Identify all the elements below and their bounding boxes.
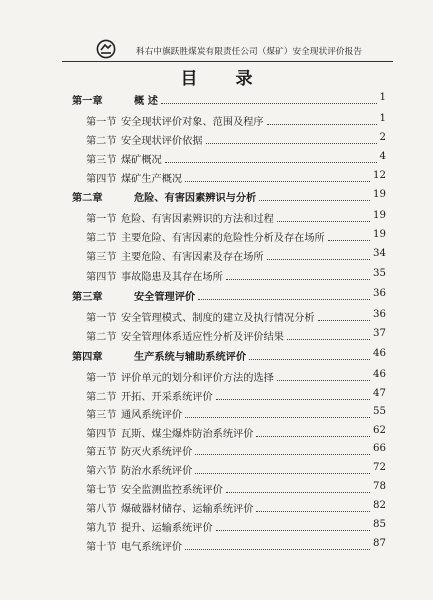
- toc-entry-title: 通风系统评价: [121, 410, 183, 421]
- toc-leader-dots: [256, 436, 370, 437]
- toc-page-number: 85: [373, 519, 386, 530]
- toc-section-row: [0, 481, 433, 499]
- toc-entry-label: 第三节: [86, 155, 117, 166]
- toc-page-number: 36: [373, 309, 386, 320]
- toc-leader-dots: [318, 320, 370, 321]
- toc-section-row: [0, 248, 433, 266]
- toc-chapter-row: [0, 348, 433, 366]
- toc-entry-title: 防治水系统评价: [121, 466, 193, 477]
- toc-page-number: 36: [373, 288, 386, 299]
- toc-leader-dots: [256, 511, 370, 512]
- toc-entry-title: 生产系统与辅助系统评价: [134, 351, 247, 363]
- toc-leader-dots: [198, 299, 370, 300]
- toc-entry-label: 第四节: [86, 429, 117, 440]
- toc-entry-title: 爆破器材储存、运输系统评价: [121, 504, 254, 515]
- toc-leader-dots: [249, 359, 370, 360]
- toc-section-row: [0, 462, 433, 480]
- toc-page-number: 19: [373, 189, 386, 200]
- toc-entry-title: 主要危险、有害因素的危险性分析及存在场所: [121, 233, 325, 244]
- toc-page-number: 62: [373, 425, 386, 436]
- toc-entry-title: 安全管理评价: [134, 291, 196, 303]
- toc-leader-dots: [277, 380, 370, 381]
- toc-section-row: [0, 328, 433, 346]
- toc-page-number: 19: [373, 210, 386, 221]
- toc-chapter-row: [0, 189, 433, 207]
- toc-leader-dots: [185, 549, 370, 550]
- toc-page-number: 46: [373, 369, 386, 380]
- toc-section-row: [0, 309, 433, 327]
- toc-section-row: [0, 369, 433, 387]
- toc-section-row: [0, 406, 433, 424]
- toc-entry-title: 煤矿生产概况: [121, 174, 183, 185]
- toc-leader-dots: [195, 473, 370, 474]
- toc-section-row: [0, 210, 433, 228]
- toc-page-number: 78: [373, 481, 386, 492]
- toc-entry-label: 第一节: [86, 214, 117, 225]
- toc-page-number: 12: [373, 170, 386, 181]
- toc-entry-label: 第六节: [86, 466, 117, 477]
- toc-entry-title: 危险、有害因素辨识的方法和过程: [121, 214, 274, 225]
- toc-entry-label: 第十节: [86, 542, 117, 553]
- toc-page-number: 46: [373, 348, 386, 359]
- toc-entry-title: 电气系统评价: [121, 542, 183, 553]
- toc-section-row: [0, 151, 433, 169]
- toc-entry-title: 危险、有害因素辨识与分析: [134, 192, 257, 204]
- toc-entry-title: 概 述: [134, 95, 158, 107]
- toc-leader-dots: [226, 492, 370, 493]
- toc-page-number: 35: [373, 268, 386, 279]
- toc-page-number: 87: [373, 538, 386, 549]
- toc-entry-label: 第四节: [86, 272, 117, 283]
- toc-page-number: 72: [373, 462, 386, 473]
- toc-entry-label: 第五节: [86, 447, 117, 458]
- toc-section-row: [0, 113, 433, 131]
- toc-leader-dots: [185, 417, 370, 418]
- toc-leader-dots: [226, 279, 370, 280]
- toc-section-row: [0, 132, 433, 150]
- toc-leader-dots: [267, 259, 370, 260]
- toc-entry-title: 事故隐患及其存在场所: [121, 272, 223, 283]
- toc-page-number: 55: [373, 406, 386, 417]
- toc-leader-dots: [161, 103, 377, 104]
- toc-entry-label: 第二节: [86, 332, 117, 343]
- toc-entry-title: 安全现状评价对象、范围及程序: [121, 117, 264, 128]
- header-text: 科右中旗跃胜煤炭有限责任公司（煤矿）安全现状评价报告: [136, 47, 363, 57]
- toc-entry-label: 第一节: [86, 373, 117, 384]
- toc-entry-label: 第四章: [72, 351, 103, 363]
- toc-section-row: [0, 170, 433, 188]
- toc-section-row: [0, 425, 433, 443]
- toc-section-row: [0, 229, 433, 247]
- toc-entry-title: 开拓、开采系统评价: [121, 392, 213, 403]
- toc-entry-label: 第一节: [86, 313, 117, 324]
- toc-entry-label: 第二节: [86, 233, 117, 244]
- toc-entry-title: 安全监测监控系统评价: [121, 485, 223, 496]
- toc-entry-label: 第三节: [86, 410, 117, 421]
- toc-entry-label: 第一节: [86, 117, 117, 128]
- toc-page-number: 82: [373, 500, 386, 511]
- toc-entry-title: 防灭火系统评价: [121, 447, 193, 458]
- toc-leader-dots: [328, 240, 370, 241]
- toc-leader-dots: [287, 339, 370, 340]
- toc-entry-label: 第九节: [86, 523, 117, 534]
- toc-entry-label: 第三章: [72, 291, 103, 303]
- toc-section-row: [0, 519, 433, 537]
- toc-entry-title: 瓦斯、煤尘爆炸防治系统评价: [121, 429, 254, 440]
- toc-chapter-row: [0, 92, 433, 110]
- toc-entry-title: 主要危险、有害因素及存在场所: [121, 252, 264, 263]
- toc-section-row: [0, 443, 433, 461]
- toc-page-number: 19: [373, 229, 386, 240]
- toc-entry-label: 第三节: [86, 252, 117, 263]
- toc-page-number: 47: [373, 388, 386, 399]
- toc-entry-title: 煤矿概况: [121, 155, 162, 166]
- toc-page-number: 1: [379, 113, 386, 124]
- toc-section-row: [0, 500, 433, 518]
- toc-entry-label: 第四节: [86, 174, 117, 185]
- toc-page-number: 1: [379, 92, 386, 103]
- toc-section-row: [0, 538, 433, 556]
- toc-entry-title: 提升、运输系统评价: [121, 523, 213, 534]
- toc-leader-dots: [216, 530, 370, 531]
- toc-page-number: 37: [373, 328, 386, 339]
- toc-section-row: [0, 268, 433, 286]
- toc-entry-label: 第八节: [86, 504, 117, 515]
- toc-entry-label: 第二节: [86, 136, 117, 147]
- toc-chapter-row: [0, 288, 433, 306]
- toc-page-number: 66: [373, 443, 386, 454]
- toc-leader-dots: [195, 454, 370, 455]
- toc-page-number: 4: [379, 151, 386, 162]
- toc-entry-title: 安全管理模式、制度的建立及执行情况分析: [121, 313, 315, 324]
- toc-entry-label: 第七节: [86, 485, 117, 496]
- toc-leader-dots: [277, 221, 370, 222]
- toc-entry-title: 安全现状评价依据: [121, 136, 203, 147]
- toc-page-number: 2: [379, 132, 386, 143]
- toc-page-number: 34: [373, 248, 386, 259]
- page-title: 目 录: [180, 69, 269, 89]
- toc-leader-dots: [267, 124, 377, 125]
- toc-leader-dots: [216, 399, 370, 400]
- toc-leader-dots: [165, 162, 377, 163]
- toc-leader-dots: [185, 181, 370, 182]
- toc-entry-label: 第一章: [72, 95, 103, 107]
- toc-entry-title: 安全管理体系适应性分析及评价结果: [121, 332, 284, 343]
- toc-entry-title: 评价单元的划分和评价方法的选择: [121, 373, 274, 384]
- toc-entry-label: 第二节: [86, 392, 117, 403]
- toc-leader-dots: [259, 200, 370, 201]
- toc-section-row: [0, 388, 433, 406]
- toc-leader-dots: [206, 143, 377, 144]
- toc-entry-label: 第二章: [72, 192, 103, 204]
